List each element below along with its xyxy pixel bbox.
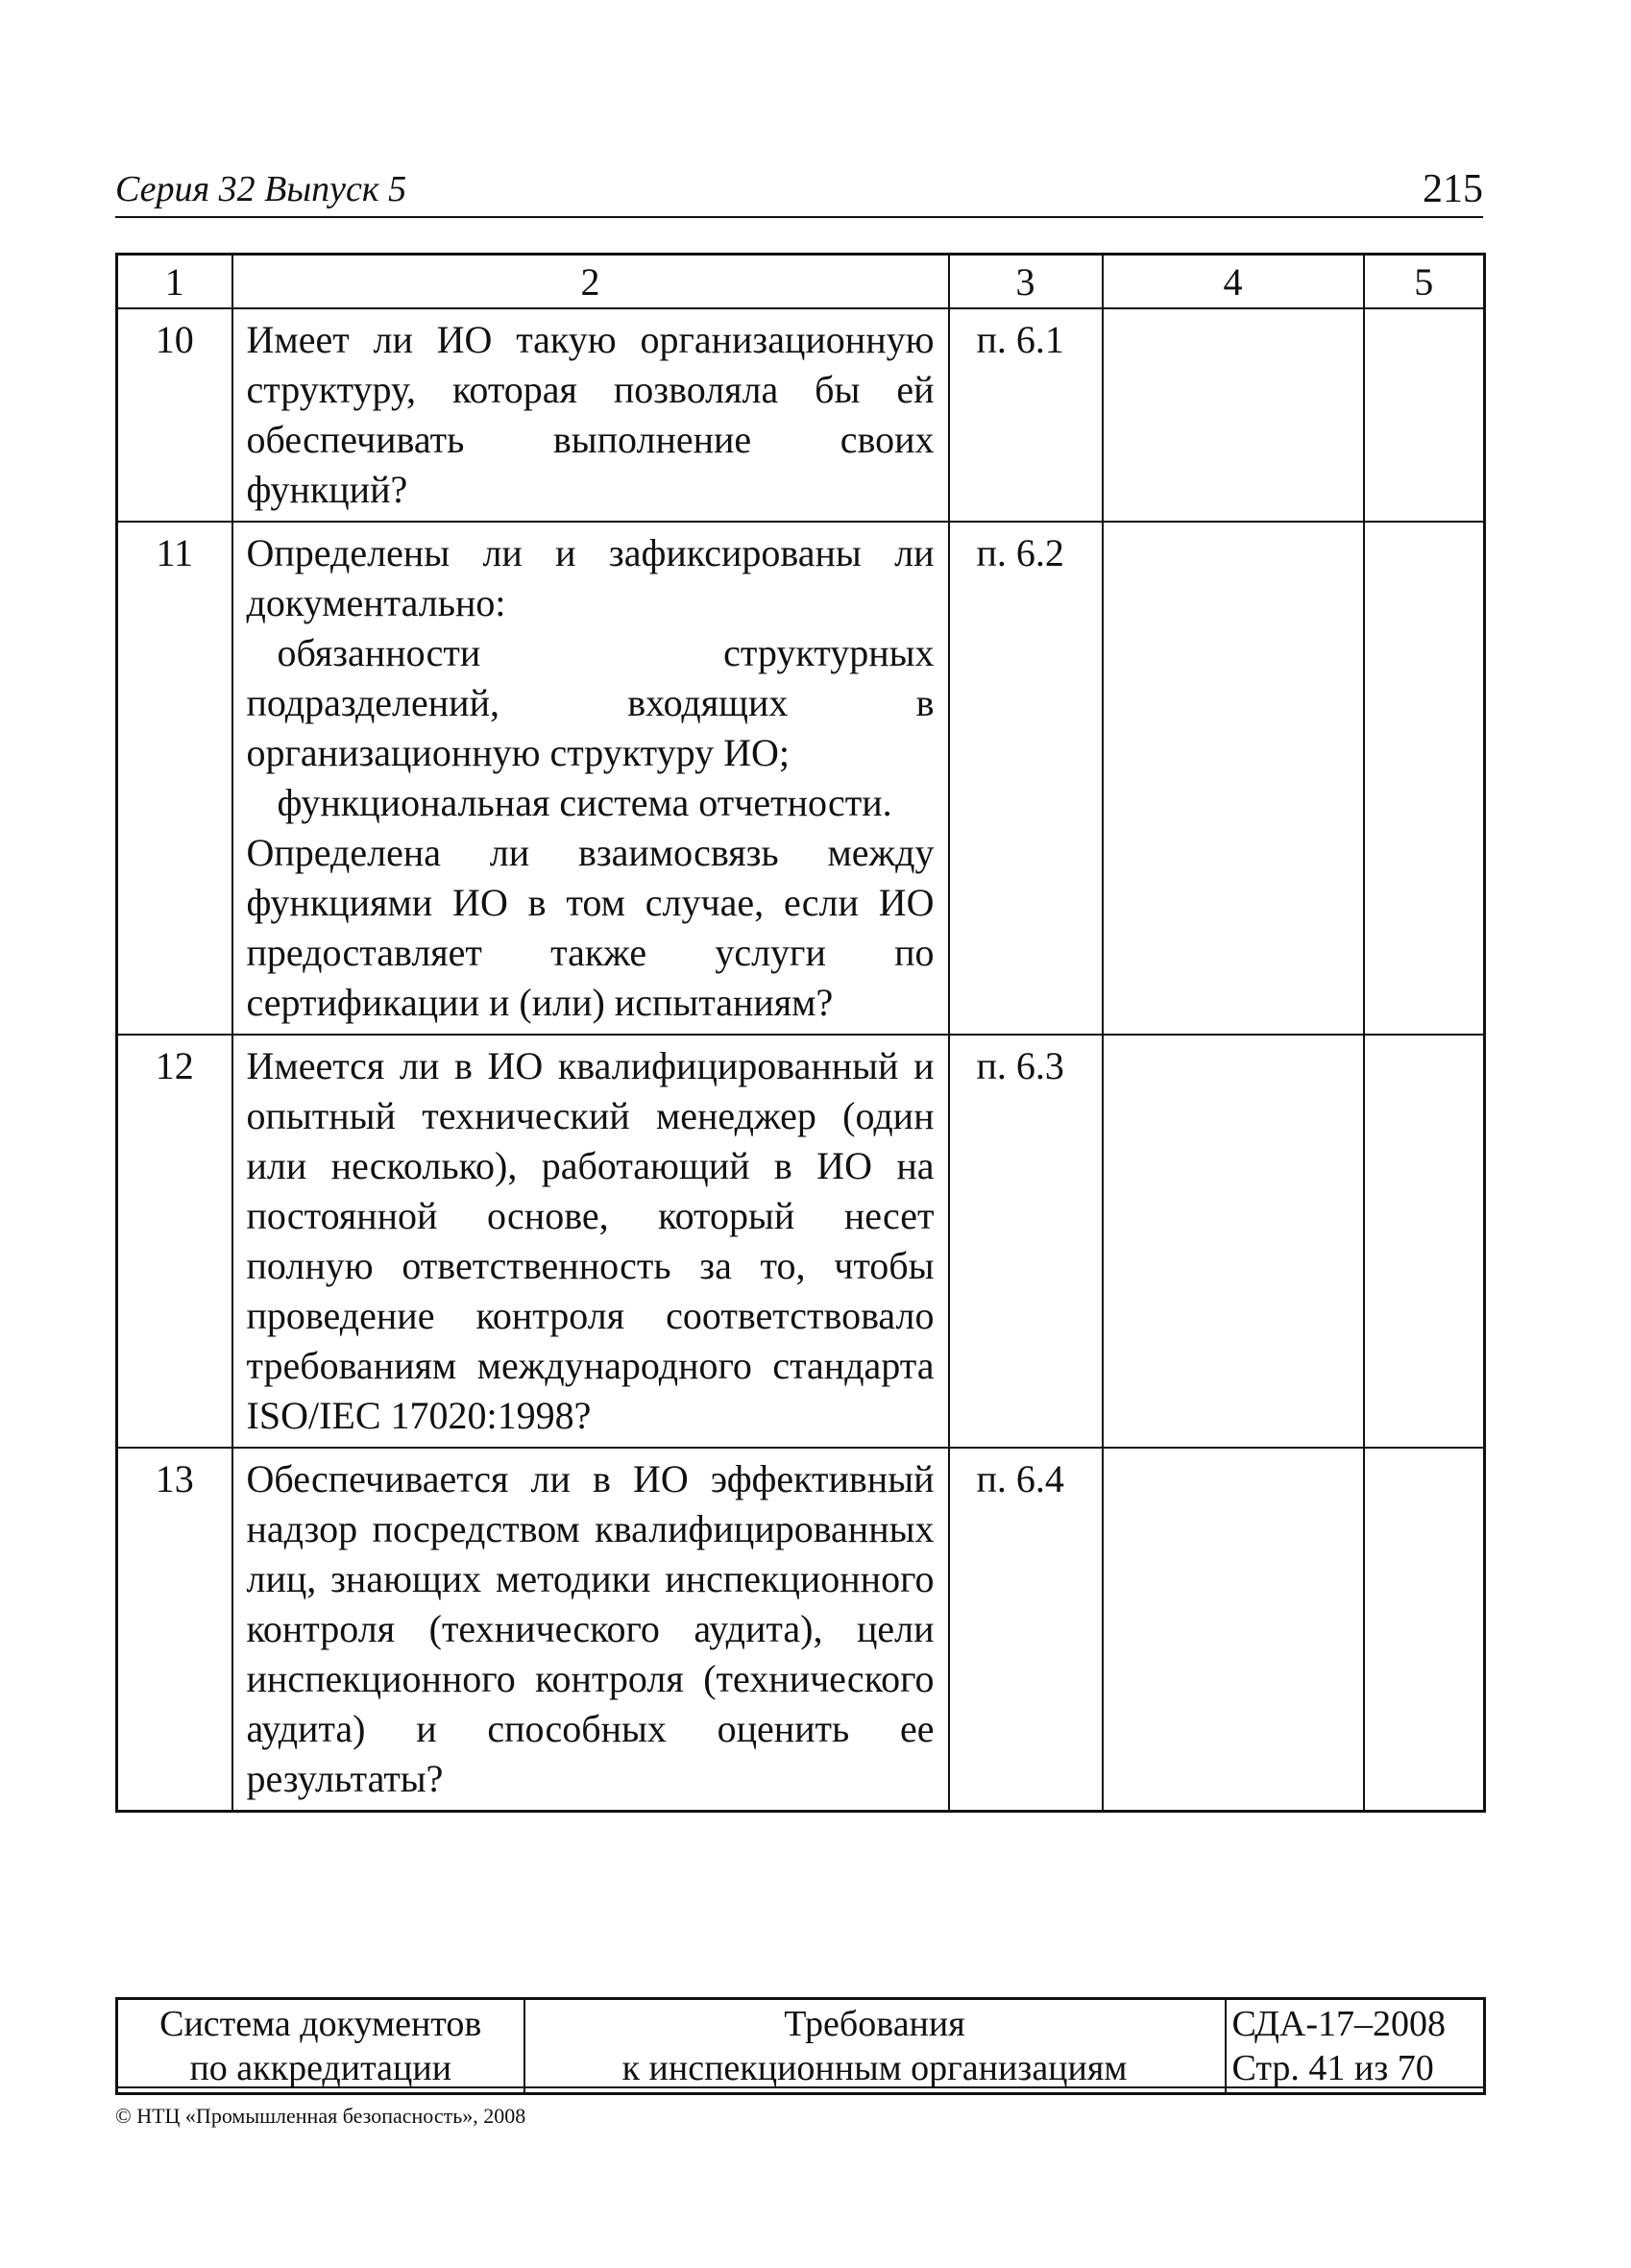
stamp-doc-code: СДА-17–2008	[1231, 2004, 1446, 2044]
stamp-system-line2: по аккредитации	[189, 2048, 452, 2088]
row-number: 12	[117, 1035, 232, 1448]
question-text: Обеспечивается ли в ИО эффективный надзор посредством квалифицированных лиц, знающих методики инспекционного контроля (технического аудита), цели инспекционного контроля (технического аудита) и способных оценить ее результаты?	[246, 1457, 935, 1800]
question-text: Определены ли и зафиксированы ли документально:	[246, 531, 935, 624]
question-cell	[232, 308, 949, 522]
document-stamp	[115, 1997, 1486, 2095]
table-row	[117, 1448, 1485, 1812]
page-number: 215	[1423, 167, 1483, 211]
question-cell	[232, 1448, 949, 1812]
answer-cell-5	[1364, 522, 1485, 1035]
clause-reference: п. 6.1	[949, 308, 1103, 522]
table-row	[117, 308, 1485, 522]
question-cell	[232, 1035, 949, 1448]
series-title: Серия 32 Выпуск 5	[115, 169, 407, 209]
question-text: Определена ли взаимосвязь между функциями ИО в том случае, если ИО предоставляет также услуги по сертификации и (или) испытаниям?	[246, 831, 935, 1024]
footer-divider	[115, 2086, 1483, 2088]
column-header-5: 5	[1364, 255, 1485, 309]
stamp-page-info: Стр. 41 из 70	[1231, 2048, 1434, 2088]
answer-cell-4	[1103, 1448, 1364, 1812]
question-text: Имеет ли ИО такую организационную структуру, которая позволяла бы ей обеспечивать выполнение своих функций?	[246, 318, 935, 511]
question-subitem: обязанности структурных подразделений, входящих в организационную структуру ИО;	[246, 631, 935, 774]
column-header-2: 2	[232, 255, 949, 309]
clause-reference: п. 6.4	[949, 1448, 1103, 1812]
column-header-1: 1	[117, 255, 232, 309]
clause-reference: п. 6.2	[949, 522, 1103, 1035]
stamp-system-line1: Система документов	[159, 2004, 482, 2044]
stamp-code-cell	[1226, 1999, 1485, 2094]
table-row	[117, 522, 1485, 1035]
answer-cell-4	[1103, 308, 1364, 522]
row-number: 13	[117, 1448, 232, 1812]
row-number: 11	[117, 522, 232, 1035]
row-number: 10	[117, 308, 232, 522]
answer-cell-4	[1103, 522, 1364, 1035]
stamp-system-cell	[117, 1999, 524, 2094]
question-subitem: функциональная система отчетности.	[277, 781, 892, 824]
question-text: Имеется ли в ИО квалифицированный и опытный технический менеджер (один или несколько), работающий в ИО на постоянной основе, который несет полную ответственность за то, чтобы проведение контроля соответствовало требованиям международного стандарта ISO/IEC 17020:1998?	[246, 1044, 935, 1437]
column-header-row	[117, 255, 1485, 309]
question-cell	[232, 522, 949, 1035]
stamp-row	[117, 1999, 1485, 2094]
answer-cell-5	[1364, 308, 1485, 522]
answer-cell-4	[1103, 1035, 1364, 1448]
stamp-title-cell	[524, 1999, 1226, 2094]
clause-reference: п. 6.3	[949, 1035, 1103, 1448]
table-row	[117, 1035, 1485, 1448]
copyright-notice: © НТЦ «Промышленная безопасность», 2008	[115, 2104, 526, 2128]
column-header-4: 4	[1103, 255, 1364, 309]
answer-cell-5	[1364, 1448, 1485, 1812]
checklist-table	[115, 253, 1486, 1813]
answer-cell-5	[1364, 1035, 1485, 1448]
stamp-title-line2: к инспекционным организациям	[621, 2048, 1128, 2088]
stamp-title-line1: Требования	[784, 2004, 965, 2044]
column-header-3: 3	[949, 255, 1103, 309]
running-header	[115, 159, 1483, 218]
